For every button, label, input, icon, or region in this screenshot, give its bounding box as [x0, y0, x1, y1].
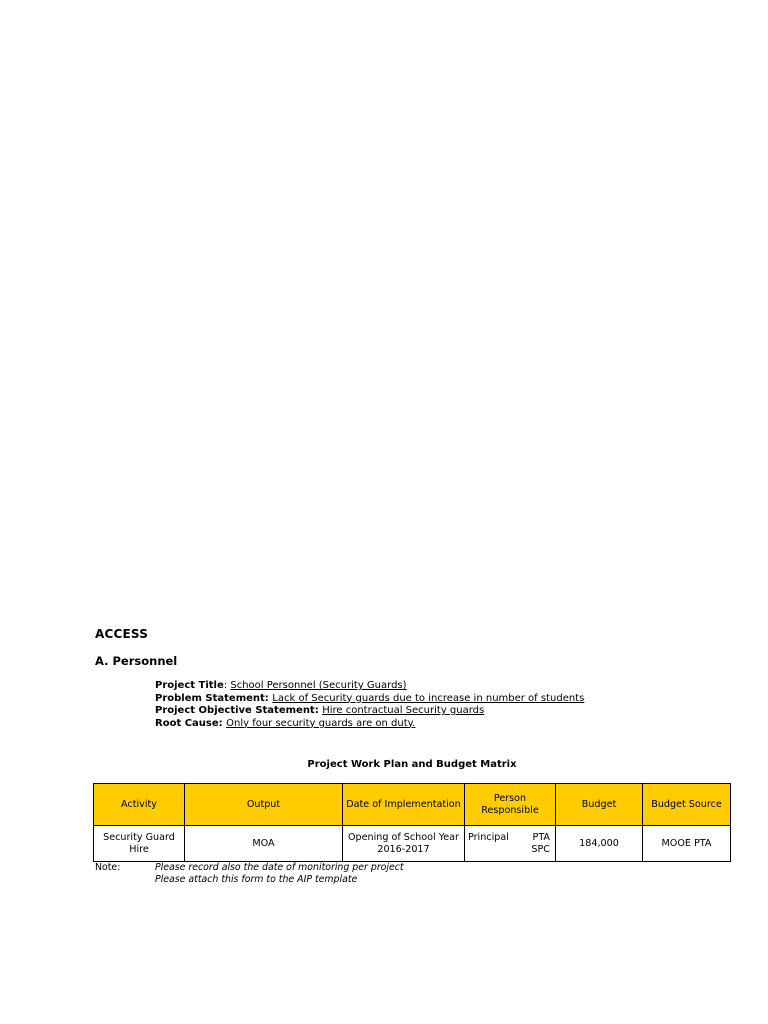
cell-date: Opening of School Year 2016-2017	[343, 826, 465, 862]
header-output: Output	[185, 784, 343, 826]
work-plan-table	[93, 783, 731, 862]
note-label: Note:	[95, 862, 121, 873]
section-title: ACCESS	[95, 627, 149, 641]
person-pta: PTA	[532, 832, 550, 843]
problem-statement-row	[155, 693, 584, 706]
person-principal: Principal	[468, 832, 509, 843]
objective-statement-value: Hire contractual Security guards	[322, 705, 485, 717]
note-line-attach: Please attach this form to the AIP template	[155, 874, 358, 885]
table-row	[94, 826, 731, 862]
project-title-value: School Personnel (Security Guards)	[230, 680, 407, 691]
cell-person	[465, 826, 556, 862]
project-info	[155, 680, 584, 730]
subsection-title: A. Personnel	[95, 654, 178, 668]
cell-budget-source: MOOE PTA	[643, 826, 731, 862]
header-person: Person Responsible	[465, 784, 556, 826]
note-line-monitoring: Please record also the date of monitoring per project	[155, 862, 404, 873]
project-title-label: Project Title	[155, 680, 224, 691]
root-cause-label: Root Cause:	[155, 717, 227, 729]
problem-statement-value: Lack of Security guards due to increase in number of students	[272, 692, 585, 704]
header-activity: Activity	[94, 784, 185, 826]
project-title-row	[155, 680, 584, 693]
root-cause-value: Only four security guards are on duty.	[226, 717, 416, 729]
person-spc: SPC	[531, 844, 550, 855]
header-budget-source: Budget Source	[643, 784, 731, 826]
matrix-title: Project Work Plan and Budget Matrix	[307, 759, 517, 770]
header-date: Date of Implementation	[343, 784, 465, 826]
cell-budget: 184,000	[556, 826, 643, 862]
cell-output: MOA	[185, 826, 343, 862]
root-cause-row	[155, 718, 584, 731]
objective-statement-row	[155, 705, 584, 718]
cell-activity: Security Guard Hire	[94, 826, 185, 862]
objective-statement-label: Project Objective Statement:	[155, 705, 323, 717]
project-title-separator: :	[223, 680, 231, 691]
header-budget: Budget	[556, 784, 643, 826]
problem-statement-label: Problem Statement:	[155, 692, 273, 704]
note-lines	[155, 862, 404, 886]
person-groups	[531, 832, 550, 856]
table-header-row	[94, 784, 731, 826]
